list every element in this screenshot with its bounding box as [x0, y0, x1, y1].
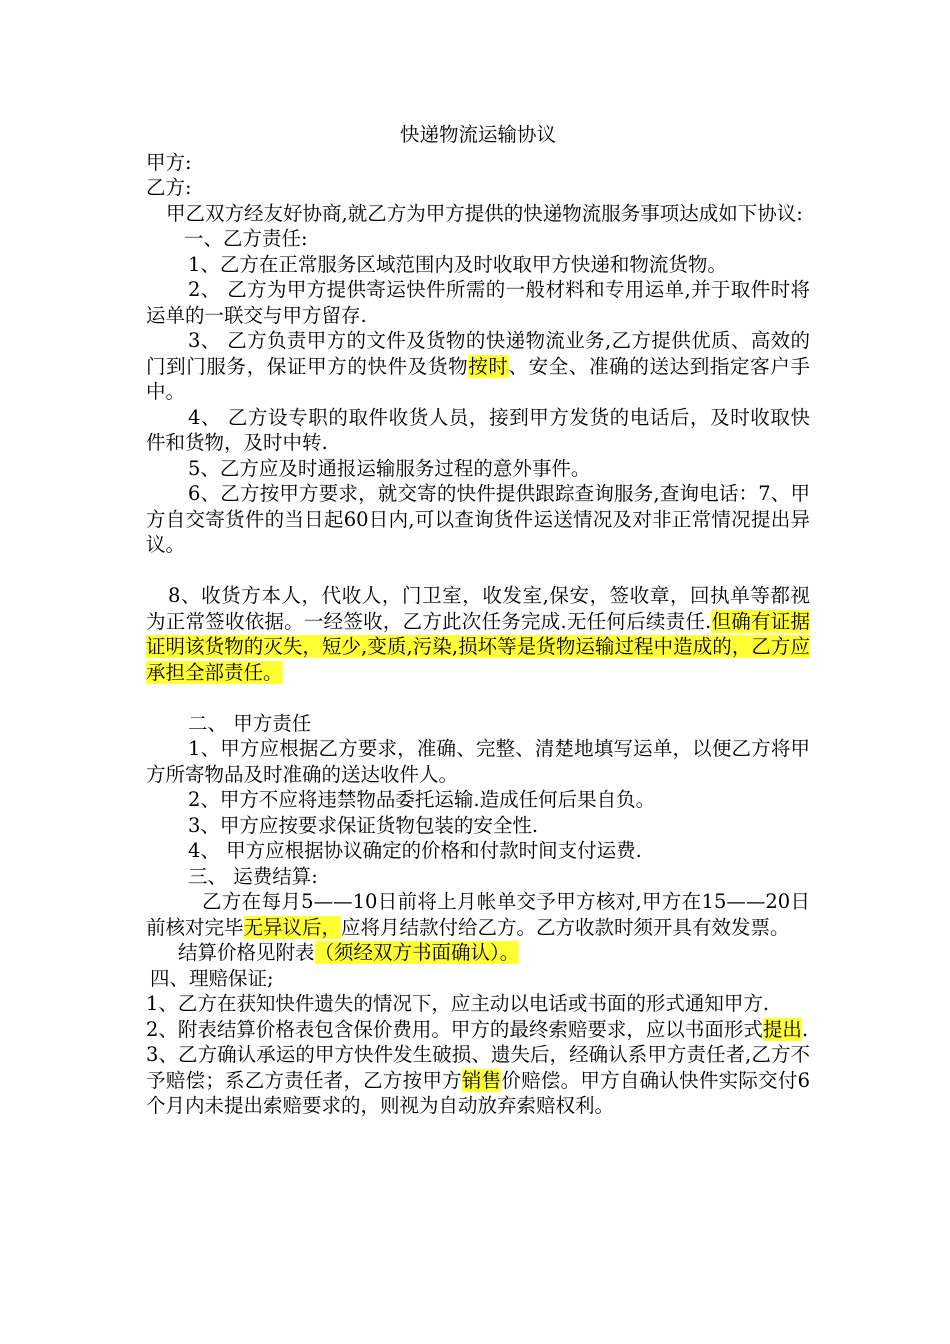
party-b-label: 乙方:	[146, 176, 192, 199]
section-4-heading: 四、理赔保证;	[150, 966, 274, 990]
section-1-item-6: 6、乙方按甲方要求，就交寄的快件提供跟踪查询服务,查询电话：7、甲方自交寄货件的当日起60日内,可以查询货件运送情况及对非正常情况提出异议。	[146, 482, 810, 556]
section-4-item-2	[146, 1017, 810, 1043]
highlighted-text: 无异议后，	[243, 915, 342, 939]
section-1-item-8	[146, 583, 810, 685]
text-run: 乙方在每月5——10日前将上月帐单交予甲方核对,甲方在15——20日前核对完毕	[146, 890, 810, 939]
text-run: .	[801, 1017, 809, 1041]
highlighted-text: 提出	[762, 1017, 802, 1041]
blank-line	[146, 685, 810, 711]
text-run: 结算价格见附表	[178, 941, 315, 964]
text-run: 、安全、准确的送达到指定客户手中。	[146, 354, 810, 403]
text-run: 价赔偿。甲方自确认快件实际交付6个月内未提出索赔要求的，则视为自动放弃索赔权利。	[146, 1068, 810, 1117]
text-run: 2、附表结算价格表包含保价费用。甲方的最终索赔要求，应以书面形式	[146, 1017, 763, 1041]
section-1-heading: 一、乙方责任:	[184, 227, 308, 250]
section-1-item-3	[146, 328, 810, 405]
section-1-item-2: 2、 乙方为甲方提供寄运快件所需的一般材料和专用运单,并于取件时将运单的一联交与甲方留存.	[146, 278, 810, 327]
section-3-paragraph-1	[146, 889, 810, 940]
section-1-item-1: 1、乙方在正常服务区域范围内及时收取甲方快递和物流货物。	[188, 252, 727, 276]
highlighted-text: 销售	[461, 1068, 502, 1092]
intro-paragraph: 甲乙双方经友好协商,就乙方为甲方提供的快递物流服务事项达成如下协议:	[166, 201, 803, 225]
text-run: 应将月结款付给乙方。乙方收款时须开具有效发票。	[341, 915, 790, 939]
document-body	[146, 122, 810, 1119]
section-4-item-3	[146, 1042, 810, 1119]
party-a-label: 甲方:	[146, 150, 192, 174]
section-2-item-4: 4、 甲方应根据协议确定的价格和付款时间支付运费.	[188, 839, 642, 862]
section-2-item-2: 2、甲方不应将违禁物品委托运输.造成任何后果自负。	[188, 788, 656, 811]
text-run: 8、收货方本人，代收人，门卫室，收发室,保安，签收章，回执单等都视为正常签收依据。一经签收，乙方此次任务完成.无任何后续责任.	[146, 584, 810, 633]
section-3-paragraph-2	[146, 940, 810, 966]
highlighted-text: 按时	[468, 354, 509, 378]
section-4-item-1: 1、乙方在获知快件遗失的情况下，应主动以电话或书面的形式通知甲方.	[146, 992, 770, 1015]
text-run: 3、 乙方负责甲方的文件及货物的快递物流业务,乙方提供优质、高效的门到门服务，保证甲方的快件及货物	[146, 329, 810, 378]
blank-line	[146, 558, 810, 584]
section-3-heading: 三、 运费结算:	[188, 864, 318, 888]
document-title: 快递物流运输协议	[399, 123, 556, 146]
highlighted-text: 但确有证据证明该货物的灭失，短少,变质,污染,损坏等是货物运输过程中造成的，乙方应承担全部责任。	[146, 609, 810, 684]
section-1-item-4: 4、 乙方设专职的取件收货人员，接到甲方发货的电话后，及时收取快件和货物，及时中转.	[146, 405, 810, 454]
text-run: 3、乙方确认承运的甲方快件发生破损、遗失后，经确认系甲方责任者,乙方不予赔偿；系乙方责任者，乙方按甲方	[146, 1043, 810, 1092]
section-2-item-3: 3、甲方应按要求保证货物包装的安全性.	[188, 813, 539, 837]
section-1-item-5: 5、乙方应及时通报运输服务过程的意外事件。	[188, 456, 591, 480]
section-2-item-1: 1、甲方应根据乙方要求，准确、完整、清楚地填写运单，以便乙方将甲方所寄物品及时准确的送达收件人。	[146, 737, 810, 786]
highlighted-text: （须经双方书面确认）。	[314, 941, 520, 964]
section-2-heading: 二、 甲方责任	[188, 711, 312, 735]
